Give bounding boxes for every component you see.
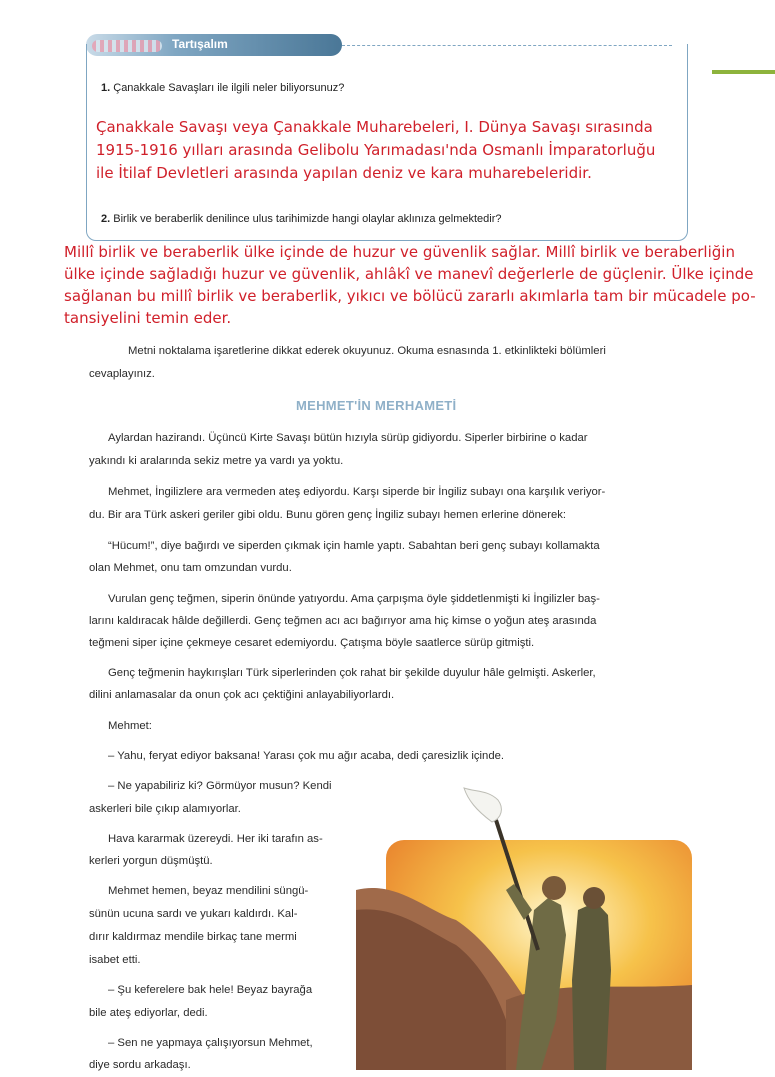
question-2 <box>101 213 502 225</box>
answer-1-line: 1915-1916 yılları arasında Gelibolu Yarımadası'nda Osmanlı İmparatorluğu <box>96 141 656 159</box>
answer-1 <box>96 116 686 185</box>
story-line: Vurulan genç teğmen, siperin önünde yatıyordu. Ama çarpışma öyle şiddetlenmişti ki İngilizler baş- <box>108 593 600 605</box>
story-line: Mehmet: <box>108 720 152 732</box>
tab-label-text: Tartışalım <box>172 37 228 51</box>
story-line: isabet etti. <box>89 954 141 966</box>
story-line: kerleri yorgun düşmüştü. <box>89 855 213 867</box>
story-line: diye sordu arkadaşı. <box>89 1059 191 1071</box>
answer-2-line: Millî birlik ve beraberlik ülke içinde de huzur ve güvenlik sağlar. Millî birlik ve beraberliğin <box>64 243 735 261</box>
story-line: – Yahu, feryat ediyor baksana! Yarası çok mu ağır acaba, dedi çaresizlik içinde. <box>108 750 505 762</box>
answer-2-line: ülke içinde sağladığı huzur ve güvenlik, ahlâkî ve manevî değerlerle de güçlenir. Ülke içinde <box>64 265 754 283</box>
story-line: askerleri bile çıkıp alamıyorlar. <box>89 803 241 815</box>
story-line: Hava kararmak üzereydi. Her iki tarafın as- <box>108 833 323 845</box>
question-1-number: 1. <box>101 82 111 94</box>
white-flag <box>464 788 501 822</box>
story-line: – Ne yapabiliriz ki? Görmüyor musun? Kendi <box>108 780 332 792</box>
story-line: “Hücum!”, diye bağırdı ve siperden çıkmak için hamle yaptı. Sabahtan beri genç subayı kollamakta <box>108 540 600 552</box>
answer-2-line: sağlanan bu millî birlik ve beraberlik, yıkıcı ve bölücü zararlı akımlarla tam bir mücadele po- <box>64 287 756 305</box>
question-2-text: Birlik ve beraberlik denilince ulus tarihimizde hangi olaylar aklınıza gelmektedir? <box>113 213 502 225</box>
story-line: Aylardan hazirandı. Üçüncü Kirte Savaşı bütün hızıyla sürüp gidiyordu. Siperler birbirine o kadar <box>108 432 588 444</box>
story-line: larını kaldıracak hâlde değillerdi. Genç teğmen acı acı bağırıyor ama hiç kimse o yoğun ateş arasında <box>89 615 597 627</box>
answer-1-line: Çanakkale Savaşı veya Çanakkale Muharebeleri, I. Dünya Savaşı sırasında <box>96 118 653 136</box>
soldier-companion <box>572 887 611 1070</box>
story-line: olan Mehmet, onu tam omzundan vurdu. <box>89 562 292 574</box>
story-line: – Sen ne yapmaya çalışıyorsun Mehmet, <box>108 1037 313 1049</box>
story-line: dırır kaldırmaz mendile birkaç tane mermi <box>89 931 297 943</box>
soldiers-white-flag-illustration <box>356 770 692 1070</box>
question-2-number: 2. <box>101 213 111 225</box>
answer-1-line: ile İtilaf Devletleri arasında yapılan deniz ve kara muharebeleridir. <box>96 164 592 182</box>
story-line: yakındı ki aralarında sekiz metre ya vardı ya yoktu. <box>89 455 344 467</box>
instruction-line: cevaplayınız. <box>89 368 155 380</box>
story-line: dilini anlamasalar da onun çok acı çektiğini anlayabiliyorlardı. <box>89 689 395 701</box>
story-line: bile ateş ediyorlar, dedi. <box>89 1007 208 1019</box>
story-line: – Şu keferelere bak hele! Beyaz bayrağa <box>108 984 313 996</box>
question-1 <box>101 82 344 94</box>
story-line: du. Bir ara Türk askeri geriler gibi oldu. Bunu gören genç İngiliz subayı hemen erlerine dönerek: <box>89 509 567 521</box>
story-line: Mehmet, İngilizlere ara vermeden ateş ediyordu. Karşı siperde bir İngiliz subayı ona karşılık veriyor- <box>108 486 606 498</box>
story-line: teğmeni siper içine çekmeye cesaret edemiyordu. Çatışma böyle saatlerce sürüp gitmişti. <box>89 637 535 649</box>
answer-2 <box>64 241 774 329</box>
instruction-line: Metni noktalama işaretlerine dikkat ederek okuyunuz. Okuma esnasında 1. etkinlikteki bölümleri <box>128 345 606 357</box>
question-1-text: Çanakkale Savaşları ile ilgili neler biliyorsunuz? <box>113 82 345 94</box>
story-line: Genç teğmenin haykırışları Türk siperlerinden çok rahat bir şekilde duyulur hâle gelmişti. Askerler, <box>108 667 596 679</box>
green-accent-bar <box>712 70 775 74</box>
story-line: Mehmet hemen, beyaz mendilini süngü- <box>108 885 309 897</box>
story-line: sünün ucuna sardı ve yukarı kaldırdı. Kal- <box>89 908 298 920</box>
answer-2-line: tansiyelini temin eder. <box>64 309 232 327</box>
story-title: MEHMET'İN MERHAMETİ <box>296 398 457 413</box>
